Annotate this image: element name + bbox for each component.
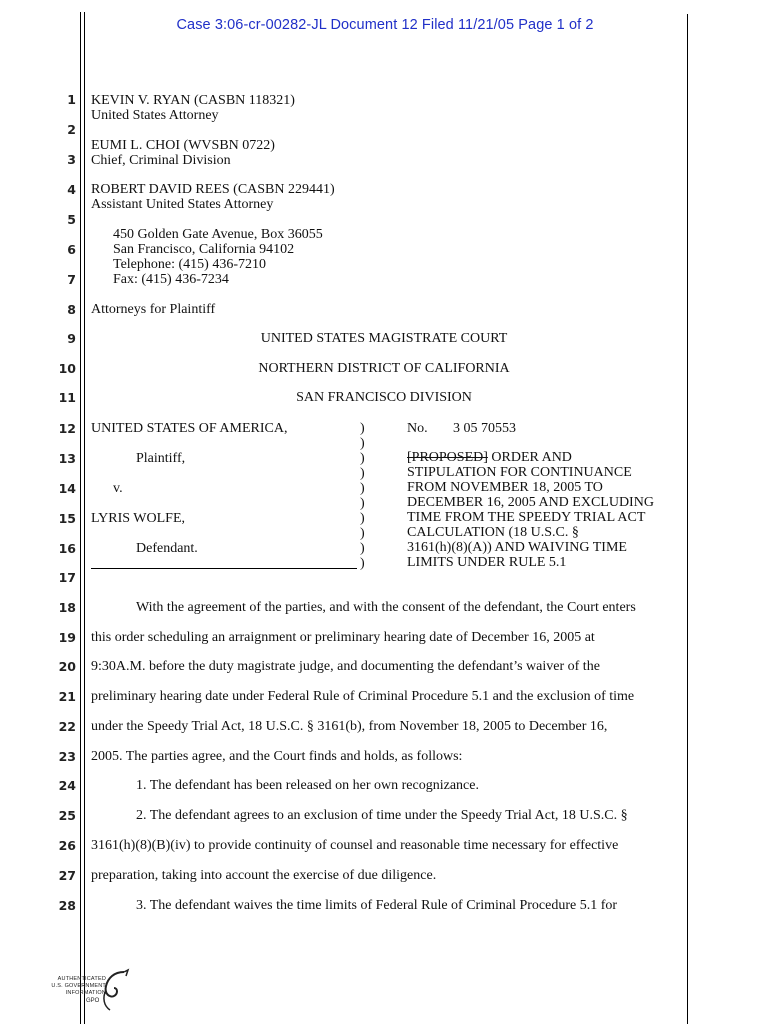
line-number: 17 bbox=[58, 570, 76, 585]
document-title-line-1: [PROPOSED] ORDER AND bbox=[407, 450, 572, 465]
line-number: 16 bbox=[58, 541, 76, 556]
counsel-name-2: EUMI L. CHOI (WVSBN 0722) bbox=[91, 138, 275, 153]
document-title-line-3: FROM NOVEMBER 18, 2005 TO bbox=[407, 480, 603, 495]
body-line-22: under the Speedy Trial Act, 18 U.S.C. § 3161(b), from November 18, 2005 to December 16, bbox=[91, 719, 608, 734]
gpo-text-3: INFORMATION bbox=[65, 990, 106, 996]
line-number: 15 bbox=[58, 511, 76, 526]
line-number: 4 bbox=[67, 182, 76, 197]
body-line-18: With the agreement of the parties, and with the consent of the defendant, the Court enters bbox=[136, 600, 636, 615]
counsel-title-2: Chief, Criminal Division bbox=[91, 153, 231, 168]
line-number: 25 bbox=[58, 808, 76, 823]
filing-header: Case 3:06-cr-00282-JL Document 12 Filed 11/21/05 Page 1 of 2 bbox=[176, 17, 594, 33]
document-title-line-4: DECEMBER 16, 2005 AND EXCLUDING bbox=[407, 495, 654, 510]
body-line-20: 9:30A.M. before the duty magistrate judge, and documenting the defendant’s waiver of the bbox=[91, 659, 600, 674]
gpo-text-4: GPO bbox=[86, 998, 100, 1004]
body-line-23: 2005. The parties agree, and the Court finds and holds, as follows: bbox=[91, 749, 463, 764]
body-line-28: 3. The defendant waives the time limits of Federal Rule of Criminal Procedure 5.1 for bbox=[136, 898, 618, 913]
margin-rule-left-outer bbox=[80, 12, 81, 1024]
counsel-name-1: KEVIN V. RYAN (CASBN 118321) bbox=[91, 93, 295, 108]
line-number: 24 bbox=[58, 778, 76, 793]
body-line-27: preparation, taking into account the exercise of due diligence. bbox=[91, 868, 437, 883]
document-title-line-2: STIPULATION FOR CONTINUANCE bbox=[407, 465, 632, 480]
telephone: Telephone: (415) 436-7210 bbox=[113, 257, 266, 272]
line-number: 12 bbox=[58, 421, 76, 436]
line-number: 7 bbox=[67, 272, 76, 287]
versus: v. bbox=[113, 481, 123, 496]
court-district: NORTHERN DISTRICT OF CALIFORNIA bbox=[258, 361, 510, 376]
line-number: 1 bbox=[67, 92, 76, 107]
court-name: UNITED STATES MAGISTRATE COURT bbox=[260, 331, 508, 346]
line-number: 23 bbox=[58, 749, 76, 764]
fax: Fax: (415) 436-7234 bbox=[113, 272, 229, 287]
line-number: 5 bbox=[67, 212, 76, 227]
document-title-line-7: 3161(h)(8)(A)) AND WAIVING TIME bbox=[407, 540, 627, 555]
address-line-2: San Francisco, California 94102 bbox=[113, 242, 295, 257]
plaintiff-role: Plaintiff, bbox=[136, 451, 186, 466]
document-title-line-6: CALCULATION (18 U.S.C. § bbox=[407, 525, 579, 540]
line-number: 14 bbox=[58, 481, 76, 496]
counsel-title-3: Assistant United States Attorney bbox=[91, 197, 274, 212]
margin-rule-left-inner bbox=[84, 12, 85, 1024]
caption-parentheses: ) ) ) ) ) ) ) ) ) ) bbox=[360, 421, 365, 571]
caption-underline bbox=[91, 568, 357, 569]
body-line-26: 3161(h)(8)(B)(iv) to provide continuity of counsel and reasonable time necessary for effective bbox=[91, 838, 619, 853]
document-title-line-5: TIME FROM THE SPEEDY TRIAL ACT bbox=[407, 510, 646, 525]
proposed-strikethrough: [PROPOSED] bbox=[407, 450, 488, 465]
line-number: 18 bbox=[58, 600, 76, 615]
defendant-name: LYRIS WOLFE, bbox=[91, 511, 186, 526]
document-title-line-8: LIMITS UNDER RULE 5.1 bbox=[407, 555, 567, 570]
counsel-title-1: United States Attorney bbox=[91, 108, 219, 123]
margin-rule-right bbox=[687, 14, 688, 1024]
line-number: 2 bbox=[67, 122, 76, 137]
body-line-21: preliminary hearing date under Federal Rule of Criminal Procedure 5.1 and the exclusion of time bbox=[91, 689, 635, 704]
gpo-authentication-logo bbox=[40, 968, 140, 1018]
line-number: 6 bbox=[67, 242, 76, 257]
line-number: 22 bbox=[58, 719, 76, 734]
body-line-19: this order scheduling an arraignment or preliminary hearing date of December 16, 2005 at bbox=[91, 630, 595, 645]
defendant-role: Defendant. bbox=[136, 541, 198, 556]
address-line-1: 450 Golden Gate Avenue, Box 36055 bbox=[113, 227, 323, 242]
line-number: 3 bbox=[67, 152, 76, 167]
line-number: 28 bbox=[58, 898, 76, 913]
line-number: 19 bbox=[58, 630, 76, 645]
case-no-label: No. bbox=[407, 421, 428, 436]
gpo-eagle-icon bbox=[84, 968, 132, 1014]
gpo-text-1: AUTHENTICATED bbox=[57, 976, 106, 982]
line-number: 13 bbox=[58, 451, 76, 466]
line-number: 11 bbox=[58, 390, 76, 405]
body-line-24: 1. The defendant has been released on her own recognizance. bbox=[136, 778, 479, 793]
line-number: 26 bbox=[58, 838, 76, 853]
line-number: 10 bbox=[58, 361, 76, 376]
attorneys-for: Attorneys for Plaintiff bbox=[91, 302, 216, 317]
case-number: 3 05 70553 bbox=[453, 421, 516, 436]
line-number: 9 bbox=[67, 331, 76, 346]
court-division: SAN FRANCISCO DIVISION bbox=[296, 390, 472, 405]
plaintiff-name: UNITED STATES OF AMERICA, bbox=[91, 421, 288, 436]
line-number: 21 bbox=[58, 689, 76, 704]
gpo-text-2: U.S. GOVERNMENT bbox=[51, 983, 106, 989]
counsel-name-3: ROBERT DAVID REES (CASBN 229441) bbox=[91, 182, 335, 197]
line-number: 20 bbox=[58, 659, 76, 674]
line-number: 27 bbox=[58, 868, 76, 883]
line-number: 8 bbox=[67, 302, 76, 317]
body-line-25: 2. The defendant agrees to an exclusion of time under the Speedy Trial Act, 18 U.S.C. § bbox=[136, 808, 628, 823]
